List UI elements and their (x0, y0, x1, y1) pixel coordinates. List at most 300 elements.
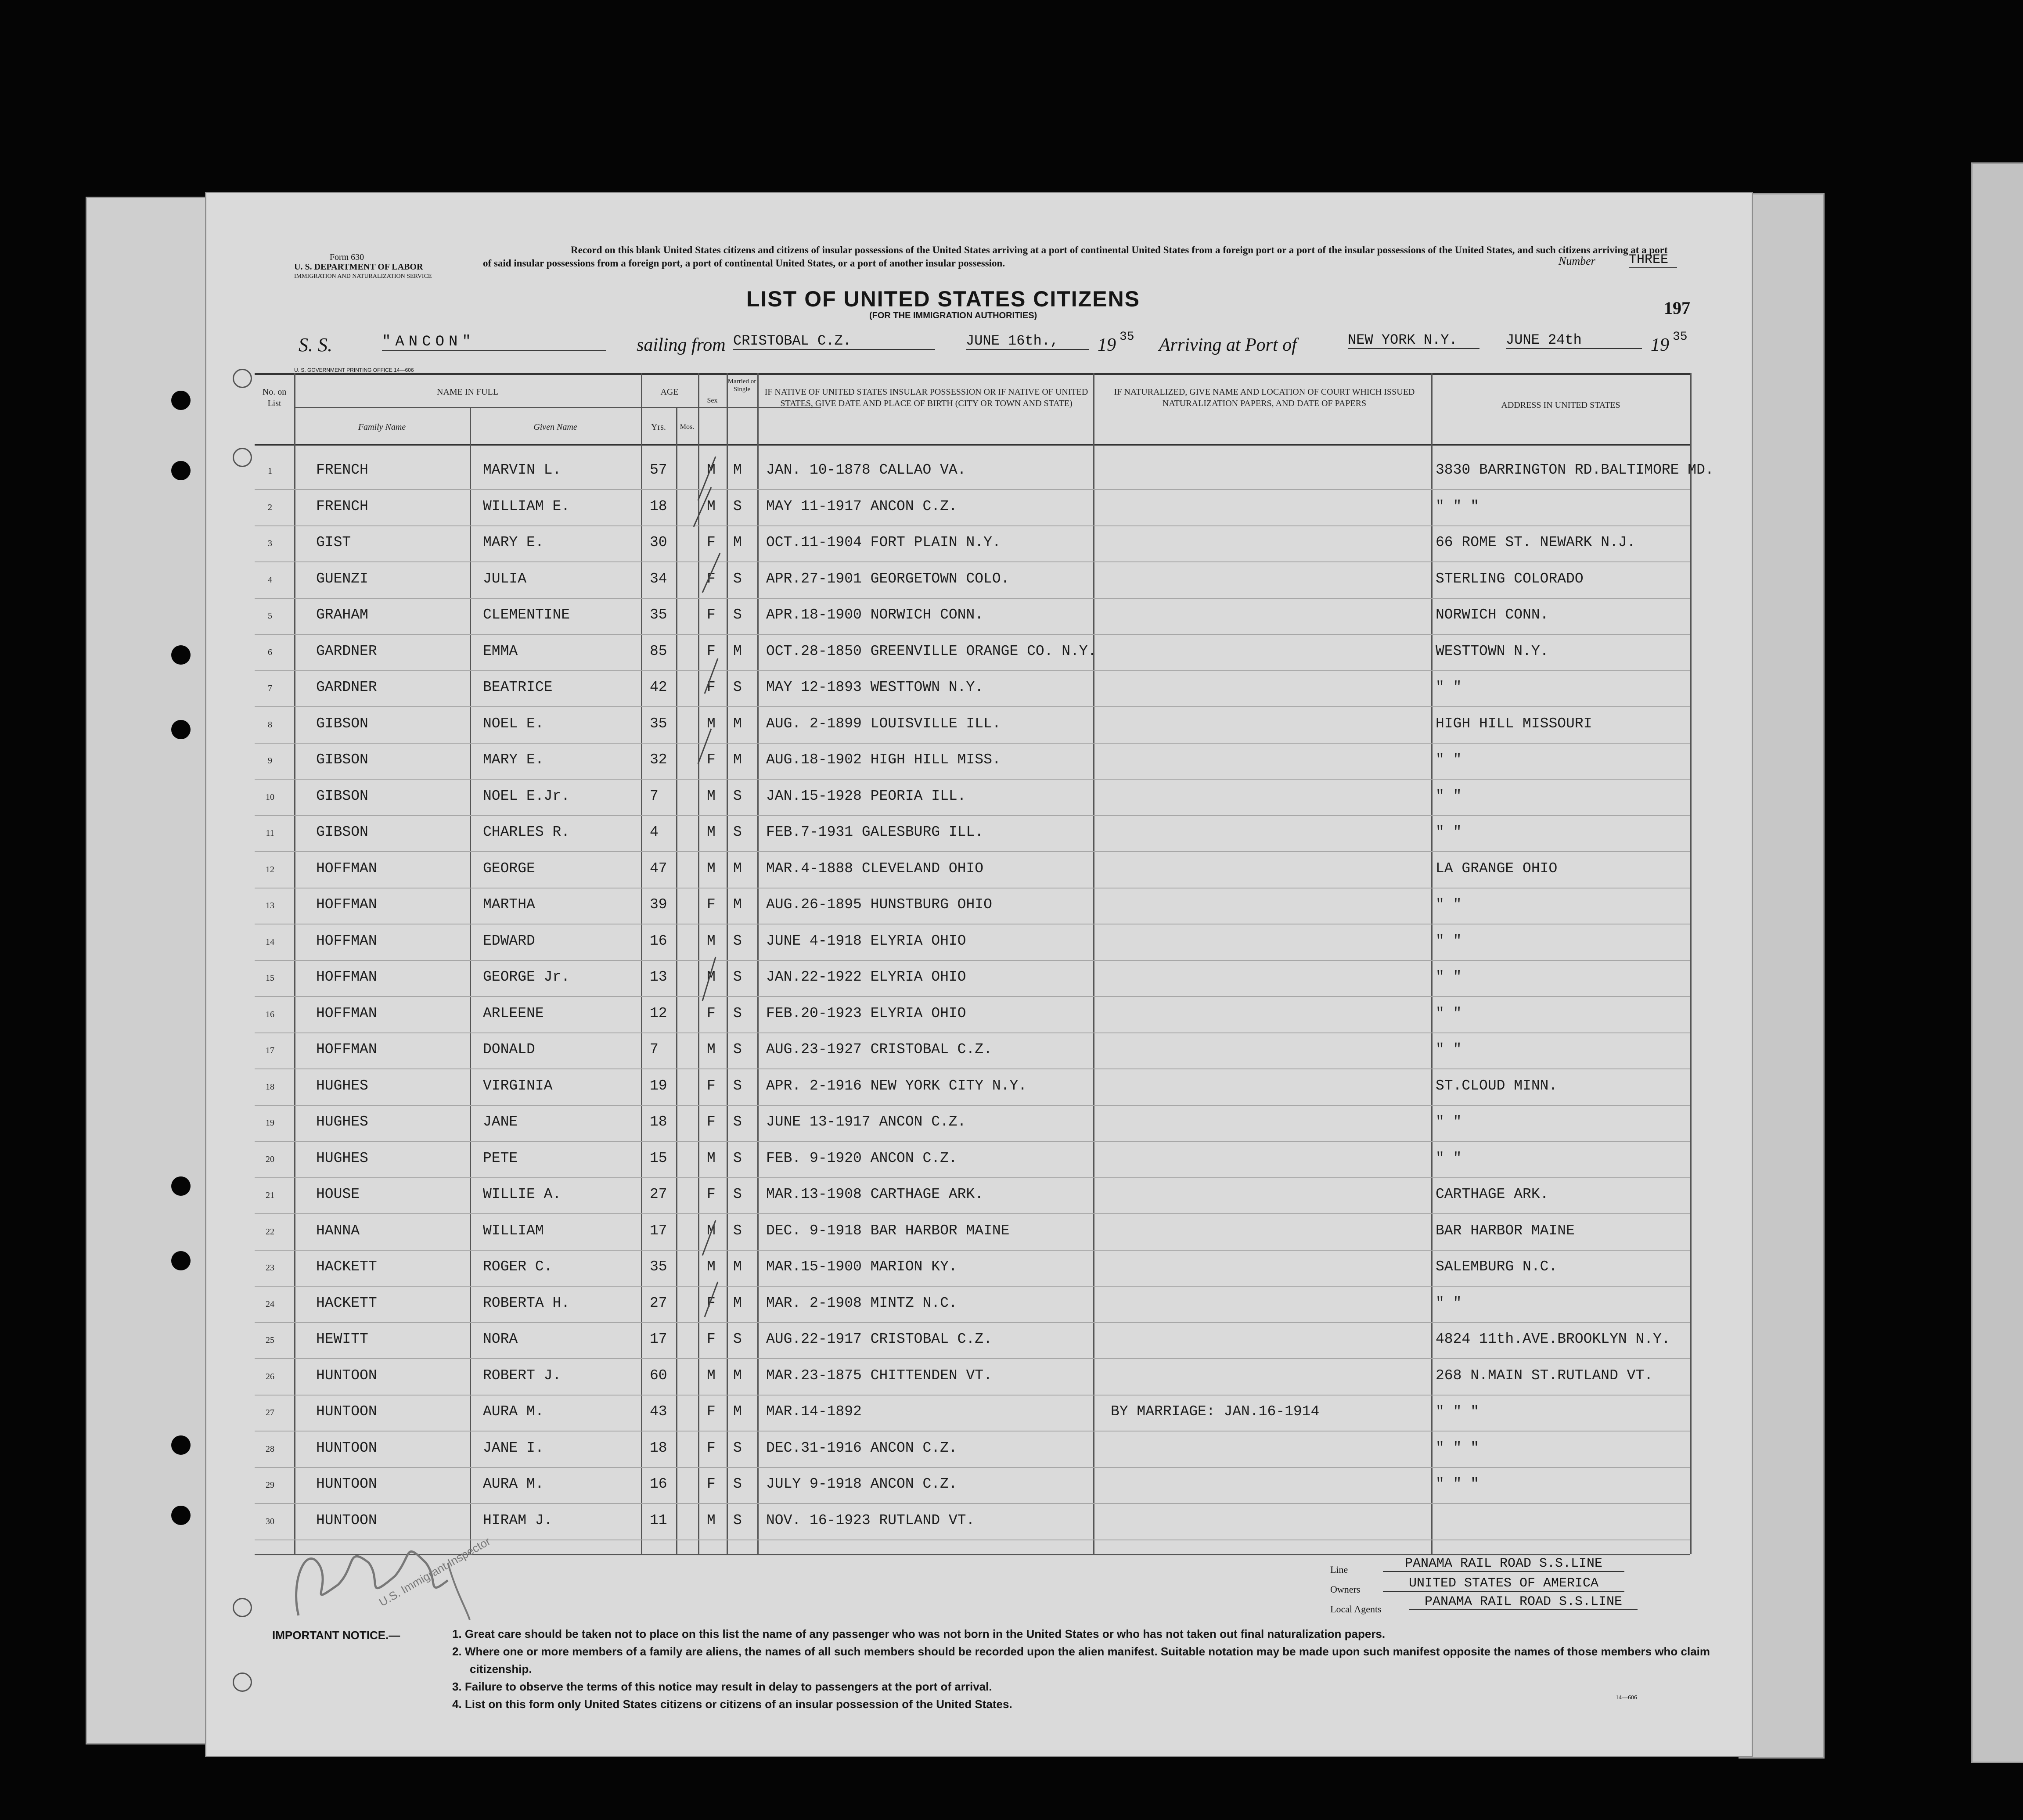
inspector-signature (281, 1514, 544, 1629)
cell-ms: S (733, 932, 742, 949)
punch-hole-ring (233, 369, 252, 388)
cell-given: JULIA (483, 570, 527, 587)
row-rule (255, 1358, 1690, 1359)
cell-yrs: 7 (650, 788, 659, 804)
cell-given: HIRAM J. (483, 1512, 553, 1529)
row-rule (255, 851, 1690, 852)
name-subheader-rule (294, 407, 821, 408)
row-rule (255, 1286, 1690, 1287)
col-header-mos: Mos. (680, 423, 695, 431)
cell-sex: M (707, 969, 716, 985)
cell-family: GARDNER (316, 679, 377, 695)
cell-sex: F (707, 1439, 716, 1456)
cell-sex: F (707, 1077, 716, 1094)
cell-yrs: 32 (650, 752, 667, 768)
col-rule (1431, 373, 1433, 1554)
cell-birth: APR.18-1900 NORWICH CONN. (766, 607, 984, 623)
line-label: Line (1330, 1564, 1348, 1575)
cell-family: HOFFMAN (316, 969, 377, 985)
col-header-sex: Sex (707, 397, 718, 404)
punch-hole (171, 1506, 191, 1525)
arrival-date: JUNE 24th (1506, 332, 1642, 349)
cell-family: HANNA (316, 1222, 360, 1239)
cell-addr: SALEMBURG N.C. (1436, 1259, 1558, 1275)
cell-ms: S (733, 607, 742, 623)
cell-addr: 268 N.MAIN ST.RUTLAND VT. (1436, 1367, 1653, 1384)
cell-addr: " " (1436, 1005, 1462, 1022)
row-rule (255, 996, 1690, 997)
notice-item: 3. Failure to observe the terms of this notice may result in delay to passengers at the port of arrival. (452, 1680, 992, 1693)
cell-birth: MAR. 2-1908 MINTZ N.C. (766, 1295, 958, 1311)
cell-family: FRENCH (316, 498, 368, 514)
cell-yrs: 43 (650, 1403, 667, 1420)
cell-ms: S (733, 1222, 742, 1239)
punch-hole (171, 645, 191, 665)
cell-yrs: 85 (650, 643, 667, 659)
cell-given: AURA M. (483, 1476, 544, 1492)
cell-birth: MAR.23-1875 CHITTENDEN VT. (766, 1367, 992, 1384)
cell-ms: M (733, 1295, 742, 1311)
cell-family: HACKETT (316, 1295, 377, 1311)
cell-sex: M (707, 1041, 716, 1057)
cell-addr: STERLING COLORADO (1436, 570, 1584, 587)
notice-item: 2. Where one or more members of a family are aliens, the names of all such members should be recorded upon the alien manifest. Suitable notation may be made upon such manifest opposite the names of those members who claim citizenship. (452, 1645, 1710, 1676)
notice-title: IMPORTANT NOTICE.— (272, 1629, 400, 1642)
cell-addr: " " (1436, 788, 1462, 804)
col-header-birth: IF NATIVE OF UNITED STATES INSULAR POSSESSION OR IF NATIVE OF UNITED STATES, GIVE DATE AND PLACE OF BIRTH (CITY OR TOWN AND STATE) (764, 387, 1088, 408)
cell-family: GARDNER (316, 643, 377, 659)
cell-given: ROGER C. (483, 1259, 553, 1275)
cell-sex: F (707, 1403, 716, 1420)
cell-addr: 3830 BARRINGTON RD.BALTIMORE MD. (1436, 462, 1714, 478)
cell-addr: " " (1436, 969, 1462, 985)
cell-yrs: 39 (650, 896, 667, 913)
cell-ms: S (733, 1512, 742, 1529)
cell-ms: M (733, 534, 742, 550)
cell-addr: HIGH HILL MISSOURI (1436, 715, 1592, 732)
cell-yrs: 19 (650, 1077, 667, 1094)
cell-sex: M (707, 1222, 716, 1239)
page-title: LIST OF UNITED STATES CITIZENS (746, 287, 1141, 311)
cell-sex: F (707, 1295, 716, 1311)
cell-given: WILLIAM (483, 1222, 544, 1239)
cell-family: GIBSON (316, 715, 368, 732)
cell-no: 9 (268, 756, 272, 766)
cell-birth: OCT.28-1850 GREENVILLE ORANGE CO. N.Y. (766, 643, 1097, 659)
cell-addr: LA GRANGE OHIO (1436, 860, 1558, 877)
cell-birth: MAR.15-1900 MARION KY. (766, 1259, 958, 1275)
cell-yrs: 17 (650, 1222, 667, 1239)
arrival-year: 35 (1673, 330, 1688, 344)
cell-no: 15 (266, 973, 274, 983)
cell-birth: JUNE 13-1917 ANCON C.Z. (766, 1114, 966, 1130)
cell-ms: M (733, 896, 742, 913)
cell-sex: M (707, 1259, 716, 1275)
col-header-age: AGE (660, 387, 679, 397)
cell-no: 22 (266, 1227, 274, 1237)
form-number: Form 630 (329, 252, 364, 262)
cell-family: HOFFMAN (316, 896, 377, 913)
cell-ms: S (733, 1186, 742, 1202)
cell-no: 16 (266, 1009, 274, 1019)
cell-yrs: 18 (650, 498, 667, 514)
handwritten-check-marks (645, 448, 742, 1554)
cell-no: 4 (268, 575, 272, 585)
cell-no: 27 (266, 1408, 274, 1417)
notice-item: 1. Great care should be taken not to place on this list the name of any passenger who was not born in the United States or who has not taken out final naturalization papers. (452, 1627, 1386, 1640)
arrival-year-prefix: 19 (1651, 335, 1669, 355)
cell-yrs: 35 (650, 1259, 667, 1275)
cell-yrs: 60 (650, 1367, 667, 1384)
cell-given: MARVIN L. (483, 462, 562, 478)
department-name: U. S. DEPARTMENT OF LABOR (294, 262, 423, 272)
row-rule (255, 1068, 1690, 1069)
cell-yrs: 4 (650, 824, 659, 840)
cell-family: GIBSON (316, 752, 368, 768)
cell-no: 12 (266, 864, 274, 874)
cell-no: 21 (266, 1191, 274, 1200)
owners-value: UNITED STATES OF AMERICA (1383, 1576, 1624, 1592)
cell-ms: S (733, 1439, 742, 1456)
cell-ms: M (733, 860, 742, 877)
cell-birth: JAN.22-1922 ELYRIA OHIO (766, 969, 966, 985)
printing-note: U. S. GOVERNMENT PRINTING OFFICE 14—606 (294, 367, 414, 373)
row-rule (255, 670, 1690, 671)
background-sheet-left (86, 197, 220, 1744)
cell-family: HEWITT (316, 1331, 368, 1347)
row-rule (255, 1250, 1690, 1251)
cell-given: NOEL E. (483, 715, 544, 732)
cell-sex: F (707, 1331, 716, 1347)
cell-addr: 66 ROME ST. NEWARK N.J. (1436, 534, 1636, 550)
col-rule (757, 373, 759, 1554)
cell-family: HUGHES (316, 1077, 368, 1094)
punch-hole (171, 720, 191, 739)
cell-given: VIRGINIA (483, 1077, 553, 1094)
cell-nat: BY MARRIAGE: JAN.16-1914 (1111, 1403, 1320, 1420)
cell-yrs: 15 (650, 1150, 667, 1166)
cell-no: 30 (266, 1516, 274, 1526)
cell-sex: M (707, 1512, 716, 1529)
form-code: 14—606 (1616, 1694, 1637, 1701)
background-sheet-edge (1971, 162, 2023, 1763)
cell-family: HUNTOON (316, 1367, 377, 1384)
ship-name: "ANCON" (382, 334, 606, 351)
punch-hole (171, 1435, 191, 1455)
cell-ms: M (733, 1367, 742, 1384)
col-rule (294, 373, 295, 1554)
cell-no: 10 (266, 792, 274, 802)
cell-addr: ST.CLOUD MINN. (1436, 1077, 1558, 1094)
cell-birth: AUG.26-1895 HUNSTBURG OHIO (766, 896, 992, 913)
cell-no: 1 (268, 466, 272, 476)
row-rule (255, 634, 1690, 635)
cell-addr: CARTHAGE ARK. (1436, 1186, 1549, 1202)
cell-birth: FEB.7-1931 GALESBURG ILL. (766, 824, 984, 840)
cell-family: HACKETT (316, 1259, 377, 1275)
col-header-married-single: Married or Single (727, 378, 756, 393)
cell-birth: NOV. 16-1923 RUTLAND VT. (766, 1512, 975, 1529)
arrival-port: NEW YORK N.Y. (1348, 332, 1479, 349)
cell-given: JANE (483, 1114, 518, 1130)
col-header-naturalized: IF NATURALIZED, GIVE NAME AND LOCATION OF COURT WHICH ISSUED NATURALIZATION PAPERS, AND DATE OF PAPERS (1114, 387, 1415, 408)
cell-no: 14 (266, 937, 274, 947)
cell-yrs: 11 (650, 1512, 667, 1529)
cell-ms: S (733, 679, 742, 695)
cell-given: ROBERT J. (483, 1367, 562, 1384)
cell-yrs: 13 (650, 969, 667, 985)
cell-yrs: 12 (650, 1005, 667, 1022)
cell-yrs: 16 (650, 932, 667, 949)
cell-no: 3 (268, 539, 272, 548)
col-rule (641, 373, 642, 1554)
cell-yrs: 7 (650, 1041, 659, 1057)
cell-given: ARLEENE (483, 1005, 544, 1022)
cell-yrs: 34 (650, 570, 667, 587)
cell-addr: WESTTOWN N.Y. (1436, 643, 1549, 659)
cell-given: DONALD (483, 1041, 535, 1057)
row-rule (255, 1032, 1690, 1033)
cell-addr: " " (1436, 1150, 1462, 1166)
cell-yrs: 35 (650, 715, 667, 732)
cell-no: 24 (266, 1299, 274, 1309)
cell-sex: M (707, 788, 716, 804)
cell-birth: MAR.4-1888 CLEVELAND OHIO (766, 860, 984, 877)
row-rule (255, 1431, 1690, 1432)
cell-given: WILLIE A. (483, 1186, 562, 1202)
cell-addr: " " " (1436, 1476, 1479, 1492)
col-header-family-name: Family Name (358, 422, 406, 432)
cell-family: GUENZI (316, 570, 368, 587)
cell-birth: FEB.20-1923 ELYRIA OHIO (766, 1005, 966, 1022)
cell-ms: S (733, 498, 742, 514)
cell-addr: " " (1436, 752, 1462, 768)
cell-sex: F (707, 534, 716, 550)
cell-no: 26 (266, 1371, 274, 1381)
cell-birth: MAR.13-1908 CARTHAGE ARK. (766, 1186, 984, 1202)
cell-no: 23 (266, 1263, 274, 1273)
cell-addr: " " (1436, 1114, 1462, 1130)
cell-yrs: 27 (650, 1186, 667, 1202)
row-rule (255, 598, 1690, 599)
col-rule (1690, 373, 1692, 1554)
agents-label: Local Agents (1330, 1604, 1382, 1615)
cell-no: 2 (268, 502, 272, 512)
punch-hole (171, 391, 191, 410)
cell-birth: FEB. 9-1920 ANCON C.Z. (766, 1150, 958, 1166)
row-rule (255, 525, 1690, 526)
list-number: THREE (1629, 252, 1677, 268)
cell-given: PETE (483, 1150, 518, 1166)
cell-addr: BAR HARBOR MAINE (1436, 1222, 1575, 1239)
cell-addr: " " (1436, 1295, 1462, 1311)
cell-family: HUGHES (316, 1150, 368, 1166)
owners-label: Owners (1330, 1584, 1361, 1595)
cell-sex: M (707, 498, 716, 514)
cell-ms: S (733, 824, 742, 840)
col-rule (470, 408, 471, 1554)
inspector-stamp-text: U.S. Immigrant Inspector (377, 1534, 493, 1609)
cell-yrs: 18 (650, 1114, 667, 1130)
notice-list (452, 1625, 1734, 1713)
cell-ms: S (733, 1331, 742, 1347)
cell-birth: JAN.15-1928 PEORIA ILL. (766, 788, 966, 804)
row-rule (255, 1177, 1690, 1178)
cell-family: FRENCH (316, 462, 368, 478)
cell-ms: M (733, 1259, 742, 1275)
cell-given: NOEL E.Jr. (483, 788, 570, 804)
cell-birth: AUG. 2-1899 LOUISVILLE ILL. (766, 715, 1001, 732)
cell-birth: JAN. 10-1878 CALLAO VA. (766, 462, 966, 478)
cell-addr: " " (1436, 679, 1462, 695)
cell-family: GIBSON (316, 788, 368, 804)
cell-given: MARY E. (483, 534, 544, 550)
notice-item: 4. List on this form only United States citizens or citizens of an insular possession of the United States. (452, 1698, 1012, 1711)
cell-family: HUNTOON (316, 1476, 377, 1492)
cell-no: 20 (266, 1154, 274, 1164)
sailing-label: sailing from (637, 335, 726, 355)
cell-ms: S (733, 1476, 742, 1492)
cell-birth: JUNE 4-1918 ELYRIA OHIO (766, 932, 966, 949)
cell-birth: JULY 9-1918 ANCON C.Z. (766, 1476, 958, 1492)
cell-sex: M (707, 824, 716, 840)
row-rule (255, 1503, 1690, 1504)
row-rule (255, 1395, 1690, 1396)
row-rule (255, 1322, 1690, 1323)
cell-ms: M (733, 462, 742, 478)
row-rule (255, 706, 1690, 707)
age-subheader-rule (641, 407, 698, 408)
cell-sex: F (707, 752, 716, 768)
cell-no: 7 (268, 683, 272, 693)
cell-given: MARTHA (483, 896, 535, 913)
cell-family: HOFFMAN (316, 860, 377, 877)
cell-no: 25 (266, 1335, 274, 1345)
cell-addr: " " " (1436, 1403, 1479, 1420)
form-identifier (294, 252, 432, 281)
cell-ms: M (733, 715, 742, 732)
cell-sex: F (707, 643, 716, 659)
cell-sex: F (707, 1476, 716, 1492)
cell-sex: F (707, 1114, 716, 1130)
cell-sex: M (707, 1150, 716, 1166)
cell-birth: AUG.22-1917 CRISTOBAL C.Z. (766, 1331, 992, 1347)
cell-given: EDWARD (483, 932, 535, 949)
cell-given: CHARLES R. (483, 824, 570, 840)
cell-no: 5 (268, 611, 272, 621)
row-rule (255, 1105, 1690, 1106)
cell-sex: M (707, 932, 716, 949)
punch-hole (171, 461, 191, 480)
col-header-given-name: Given Name (533, 422, 577, 432)
row-rule (255, 1213, 1690, 1214)
line-value: PANAMA RAIL ROAD S.S.LINE (1383, 1556, 1624, 1572)
cell-birth: APR.27-1901 GEORGETOWN COLO. (766, 570, 1010, 587)
cell-no: 8 (268, 719, 272, 730)
cell-birth: MAY 12-1893 WESTTOWN N.Y. (766, 679, 984, 695)
cell-birth: MAR.14-1892 (766, 1403, 862, 1420)
col-header-address: ADDRESS IN UNITED STATES (1501, 400, 1620, 410)
cell-family: GIST (316, 534, 351, 550)
cell-given: ROBERTA H. (483, 1295, 570, 1311)
cell-yrs: 27 (650, 1295, 667, 1311)
number-label: Number (1559, 255, 1595, 267)
cell-yrs: 57 (650, 462, 667, 478)
cell-no: 6 (268, 647, 272, 657)
cell-ms: S (733, 1114, 742, 1130)
cell-addr: " " " (1436, 498, 1479, 514)
row-rule (255, 561, 1690, 562)
cell-given: JANE I. (483, 1439, 544, 1456)
cell-given: BEATRICE (483, 679, 553, 695)
arriving-label: Arriving at Port of (1159, 335, 1297, 355)
cell-addr: " " (1436, 896, 1462, 913)
cell-birth: DEC.31-1916 ANCON C.Z. (766, 1439, 958, 1456)
cell-ms: M (733, 752, 742, 768)
cell-given: MARY E. (483, 752, 544, 768)
cell-birth: OCT.11-1904 FORT PLAIN N.Y. (766, 534, 1001, 550)
cell-family: GRAHAM (316, 607, 368, 623)
cell-family: HOUSE (316, 1186, 360, 1202)
row-rule (255, 1467, 1690, 1468)
cell-addr: 4824 11th.AVE.BROOKLYN N.Y. (1436, 1331, 1670, 1347)
cell-no: 17 (266, 1046, 274, 1055)
cell-sex: F (707, 570, 716, 587)
cell-family: HUGHES (316, 1114, 368, 1130)
cell-birth: APR. 2-1916 NEW YORK CITY N.Y. (766, 1077, 1027, 1094)
cell-given: GEORGE (483, 860, 535, 877)
cell-birth: AUG.18-1902 HIGH HILL MISS. (766, 752, 1001, 768)
cell-family: HUNTOON (316, 1439, 377, 1456)
cell-no: 18 (266, 1082, 274, 1092)
col-header-name-in-full: NAME IN FULL (437, 387, 498, 397)
cell-yrs: 16 (650, 1476, 667, 1492)
cell-sex: M (707, 462, 716, 478)
cell-ms: M (733, 1403, 742, 1420)
cell-ms: S (733, 1041, 742, 1057)
cell-ms: S (733, 570, 742, 587)
punch-hole-ring (233, 1598, 252, 1617)
cell-sex: M (707, 1367, 716, 1384)
table-top-rule (255, 373, 1690, 375)
cell-ms: M (733, 643, 742, 659)
cell-addr: " " " (1436, 1439, 1479, 1456)
citizens-list-page (206, 193, 1752, 1756)
row-rule (255, 743, 1690, 744)
cell-yrs: 18 (650, 1439, 667, 1456)
cell-no: 13 (266, 901, 274, 910)
cell-given: WILLIAM E. (483, 498, 570, 514)
cell-addr: NORWICH CONN. (1436, 607, 1549, 623)
cell-ms: S (733, 1150, 742, 1166)
cell-family: GIBSON (316, 824, 368, 840)
agents-value: PANAMA RAIL ROAD S.S.LINE (1409, 1594, 1638, 1610)
cell-birth: DEC. 9-1918 BAR HARBOR MAINE (766, 1222, 1010, 1239)
row-rule (255, 960, 1690, 961)
col-header-no: No. on List (262, 387, 287, 408)
cell-sex: M (707, 860, 716, 877)
page-subtitle: (FOR THE IMMIGRATION AUTHORITIES) (869, 311, 1037, 320)
cell-ms: S (733, 788, 742, 804)
cell-no: 29 (266, 1480, 274, 1490)
col-rule (1093, 373, 1094, 1554)
cell-family: HUNTOON (316, 1512, 377, 1529)
row-rule (255, 1141, 1690, 1142)
sailing-year-prefix: 19 (1098, 335, 1116, 355)
punch-hole (171, 1251, 191, 1270)
cell-yrs: 35 (650, 607, 667, 623)
cell-ms: S (733, 1005, 742, 1022)
